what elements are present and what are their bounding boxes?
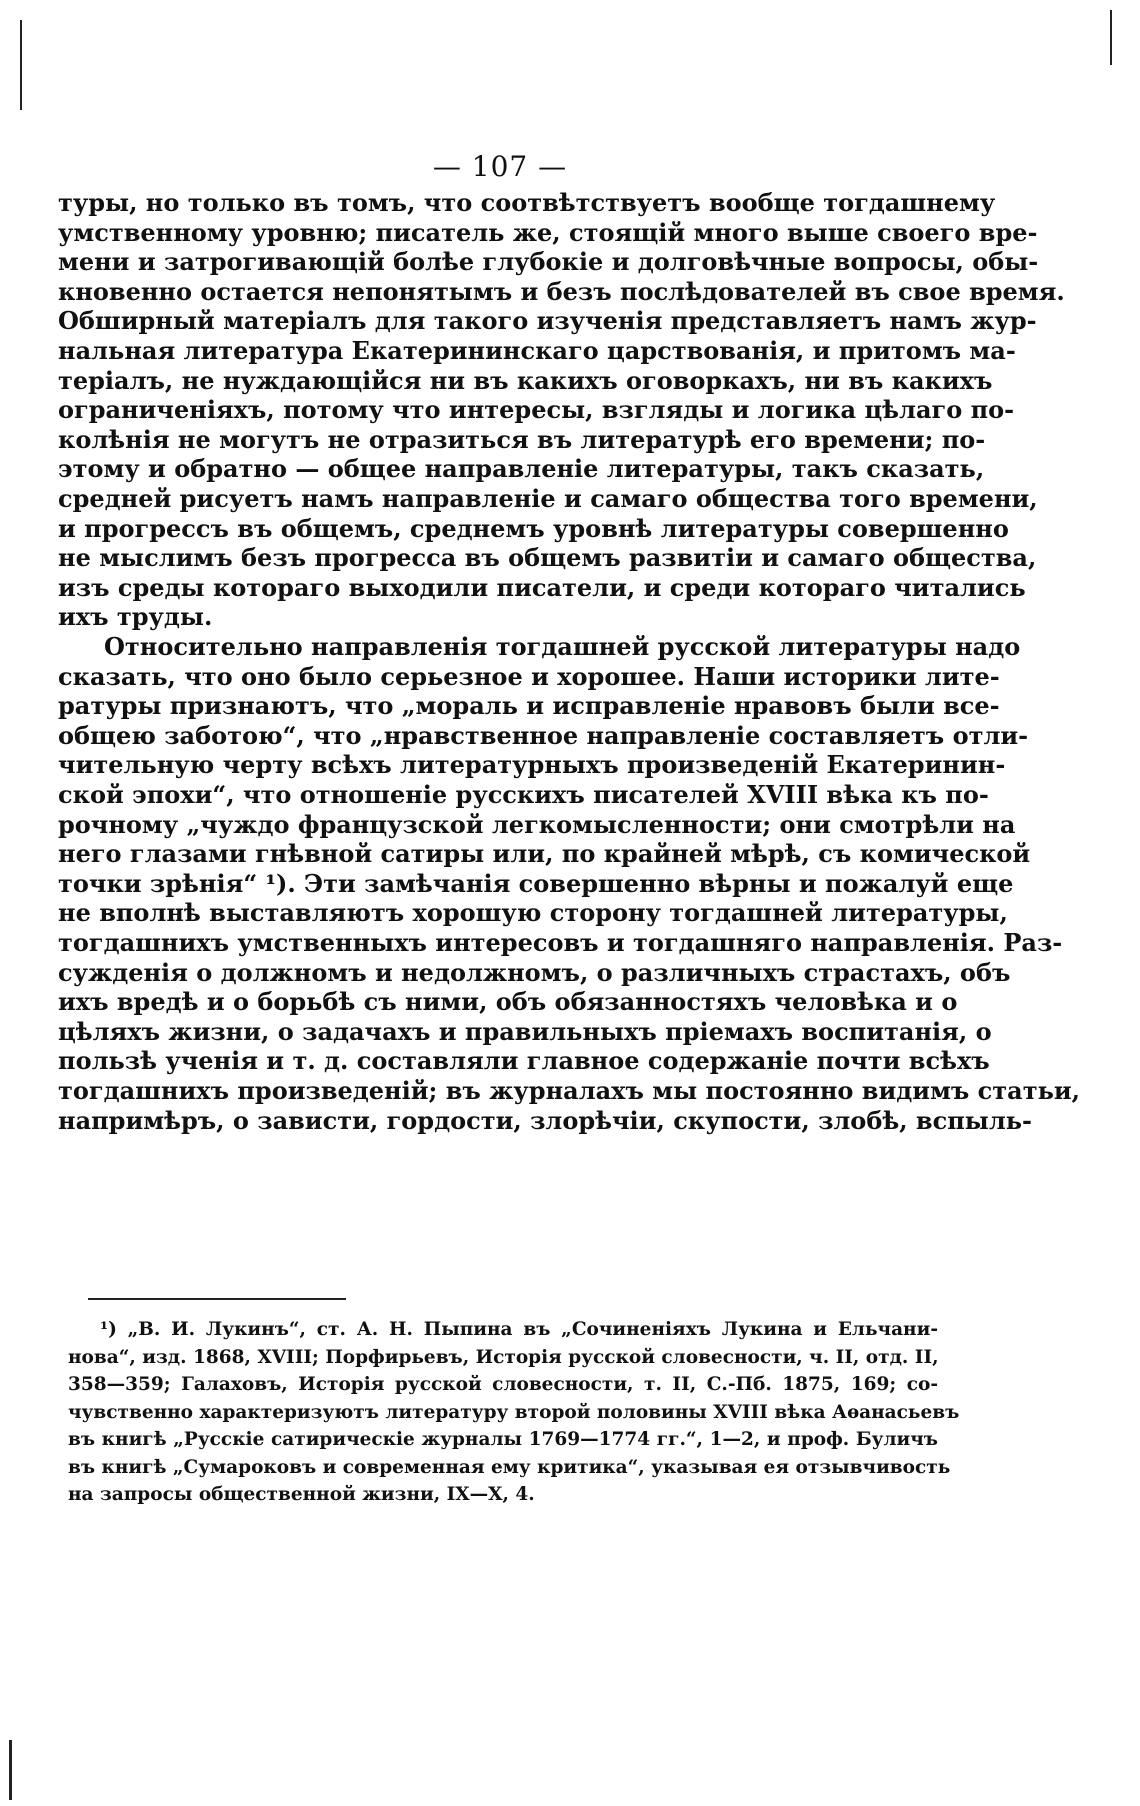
scan-edge-line xyxy=(20,20,22,110)
footnote-line: 358—359; Галаховъ, Исторія русской словесности, т. II, С.-Пб. 1875, 169; со- xyxy=(68,1374,938,1395)
text-line: рочному „чуждо французской легкомысленности; они смотрѣли на xyxy=(58,809,1016,839)
text-line: туры, но только въ томъ, что соотвѣтствуетъ вообще тогдашнему xyxy=(58,188,996,217)
footnote-separator xyxy=(88,1298,346,1300)
text-line: не мыслимъ безъ прогресса въ общемъ развитіи и самаго общества, xyxy=(58,543,1037,573)
text-line: нальная литература Екатерининскаго царствованія, и притомъ ма- xyxy=(58,336,1016,365)
text-line: ихъ вредѣ и о борьбѣ съ ними, объ обязанностяхъ человѣка и о xyxy=(58,987,958,1017)
text-line: тогдашнихъ умственныхъ интересовъ и тогдашняго направленія. Раз- xyxy=(58,928,1063,957)
text-line: точки зрѣнія“ ¹). Эти замѣчанія совершенно вѣрны и пожалуй еще xyxy=(58,868,1014,898)
text-line: умственному уровню; писатель же, стоящій много выше своего вре- xyxy=(58,217,1038,247)
footnote-line: нова“, изд. 1868, XVIII; Порфирьевъ, Исторія русской словесности, ч. II, отд. II, xyxy=(68,1346,939,1368)
text-line: него глазами гнѣвной сатиры или, по крайней мѣрѣ, съ комической xyxy=(58,839,1031,869)
footnote-line: въ книгѣ „Сумароковъ и современная ему критика“, указывая ея отзывчивость xyxy=(68,1456,951,1478)
text-line: пользѣ ученія и т. д. составляли главное содержаніе почти всѣхъ xyxy=(58,1046,990,1076)
text-line: чительную черту всѣхъ литературныхъ произведеній Екатеринин- xyxy=(58,750,1006,780)
text-line: Обширный матеріалъ для такого изученія представляетъ намъ жур- xyxy=(58,306,1037,336)
text-line: и прогрессъ въ общемъ, среднемъ уровнѣ литературы совершенно xyxy=(58,513,1009,543)
text-line: мени и затрогивающій болѣе глубокіе и долговѣчные вопросы, обы- xyxy=(58,247,1039,277)
text-line: сказать, что оно было серьезное и хорошее. Наши историки лите- xyxy=(58,661,1000,691)
text-line: теріалъ, не нуждающійся ни въ какихъ оговоркахъ, ни въ какихъ xyxy=(58,365,993,395)
footnote-line: на запросы общественной жизни, IX—X, 4. xyxy=(68,1484,535,1505)
text-line: тогдашнихъ произведеній; въ журналахъ мы постоянно видимъ статьи, xyxy=(58,1076,1081,1105)
text-line: общею заботою“, что „нравственное направленіе составляетъ отли- xyxy=(58,720,1029,750)
footnote-line: ¹) „В. И. Лукинъ“, ст. А. Н. Пыпина въ „Сочиненіяхъ Лукина и Ельчани- xyxy=(100,1319,938,1340)
scan-edge-line xyxy=(1110,10,1112,65)
text-line: не вполнѣ выставляютъ хорошую сторону тогдашней литературы, xyxy=(58,898,1008,928)
footnote-line: въ книгѣ „Русскіе сатирическіе журналы 1769—1774 гг.“, 1—2, и проф. Буличъ xyxy=(68,1429,938,1450)
text-line: цѣляхъ жизни, о задачахъ и правильныхъ пріемахъ воспитанія, о xyxy=(58,1016,992,1046)
text-line: этому и обратно — общее направленіе литературы, такъ сказать, xyxy=(58,454,985,484)
scan-edge-line xyxy=(9,1740,12,1800)
text-line: кновенно остается непонятымъ и безъ послѣдователей въ свое время. xyxy=(58,276,1065,306)
text-line: ихъ труды. xyxy=(58,602,213,632)
text-line: изъ среды котораго выходили писатели, и среди котораго читались xyxy=(58,572,1026,602)
text-line: Относительно направленія тогдашней русской литературы надо xyxy=(104,632,1021,661)
text-line: сужденія о должномъ и недолжномъ, о различныхъ страстахъ, объ xyxy=(58,957,1011,987)
text-line: ской эпохи“, что отношеніе русскихъ писателей XVIII вѣка къ по- xyxy=(58,780,989,809)
text-line: колѣнія не могутъ не отразиться въ литературѣ его времени; по- xyxy=(58,424,986,454)
text-line: ратуры признаютъ, что „мораль и исправленіе нравовъ были все- xyxy=(58,691,1000,721)
text-line: средней рисуетъ намъ направленіе и самаго общества того времени, xyxy=(58,484,1038,513)
footnote-line: чувственно характеризуютъ литературу второй половины XVIII вѣка Аѳанасьевъ xyxy=(68,1401,960,1423)
page-number: — 107 — xyxy=(432,150,568,183)
text-line: напримѣръ, о зависти, гордости, злорѣчіи, скупости, злобѣ, вспыль- xyxy=(58,1105,1032,1135)
text-line: ограниченіяхъ, потому что интересы, взгляды и логика цѣлаго по- xyxy=(58,395,1015,425)
